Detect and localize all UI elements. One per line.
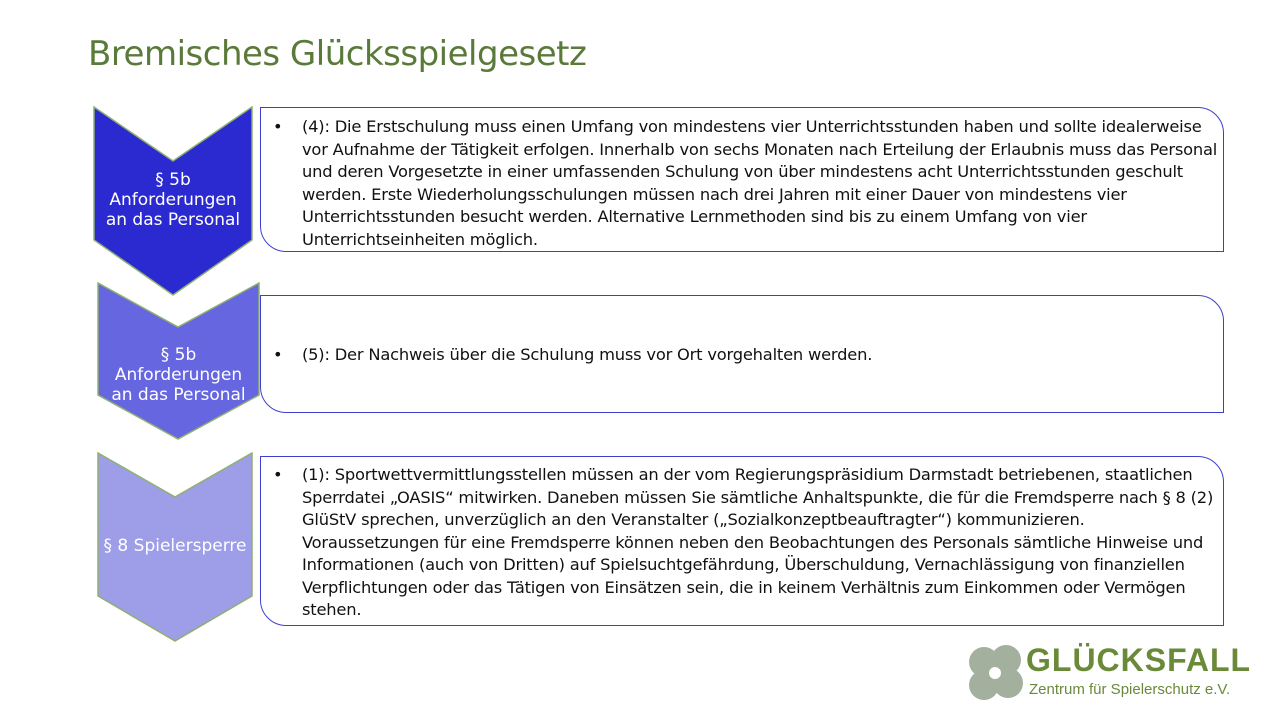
chevron-label-2-line2: Anforderungen <box>114 365 243 385</box>
chevron-label-2 <box>97 345 260 405</box>
chevron-label-3 <box>93 536 257 556</box>
chevron-label-1-line1: § 5b <box>155 170 191 190</box>
text-box-3 <box>260 456 1224 626</box>
chevron-label-1 <box>93 170 253 230</box>
chevron-label-2-line1: § 5b <box>160 345 197 365</box>
text-box-2 <box>260 295 1224 413</box>
chevron-label-3-line1: § 8 Spielersperre <box>103 536 247 556</box>
chevron-label-1-line2: Anforderungen <box>109 190 237 210</box>
logo-subtitle: Zentrum für Spielerschutz e.V. <box>1029 681 1231 698</box>
chevron-label-1-line3: an das Personal <box>105 210 241 230</box>
chevron-label-2-line3: an das Personal <box>111 385 246 405</box>
bullet-text-2: • (5): Der Nachweis über die Schulung muss vor Ort vorgehalten werden. <box>261 344 1223 367</box>
logo-name: GLÜCKSFALL <box>1026 642 1252 678</box>
clover-icon <box>962 640 1028 706</box>
text-box-1 <box>260 107 1224 252</box>
bullet-text-1: • (4): Die Erstschulung muss einen Umfang von mindestens vier Unterrichtsstunden haben und sollte idealerweise vor Aufnahme der Tätigkeit erfolgen. Innerhalb von sechs Monaten nach Erteilung der Erlaubnis muss das Personal und deren Vorgesetzte in einer umfassenden Schulung von über mindestens acht Unterrichtsstunden geschult werden. Erste Wiederholungsschulungen müssen nach drei Jahren mit einer Dauer von mindestens vier Unterrichtsstunden besucht werden. Alternative Lernmethoden sind bis zu einem Umfang von vier Unterrichtseinheiten möglich. <box>261 116 1223 251</box>
bullet-text-3: • (1): Sportwettvermittlungsstellen müssen an der vom Regierungspräsidium Darmstadt betriebenen, staatlichen Sperrdatei „OASIS“ mitwirken. Daneben müssen Sie sämtliche Anhaltspunkte, die für die Fremdsperre nach § 8 (2) GlüStV sprechen, unverzüglich an den Veranstalter („Sozialkonzeptbeauftragter“) kommunizieren. Voraussetzungen für eine Fremdsperre können neben den Beobachtungen des Personals sämtliche Hinweise und Informationen (auch von Dritten) auf Spielsuchtgefährdung, Überschuldung, Vernachlässigung von finanziellen Verpflichtungen oder das Tätigen von Einsätzen sein, die in keinem Verhältnis zum Einkommen oder Vermögen stehen. <box>261 464 1223 622</box>
page-title: Bremisches Glücksspielgesetz <box>88 34 587 74</box>
